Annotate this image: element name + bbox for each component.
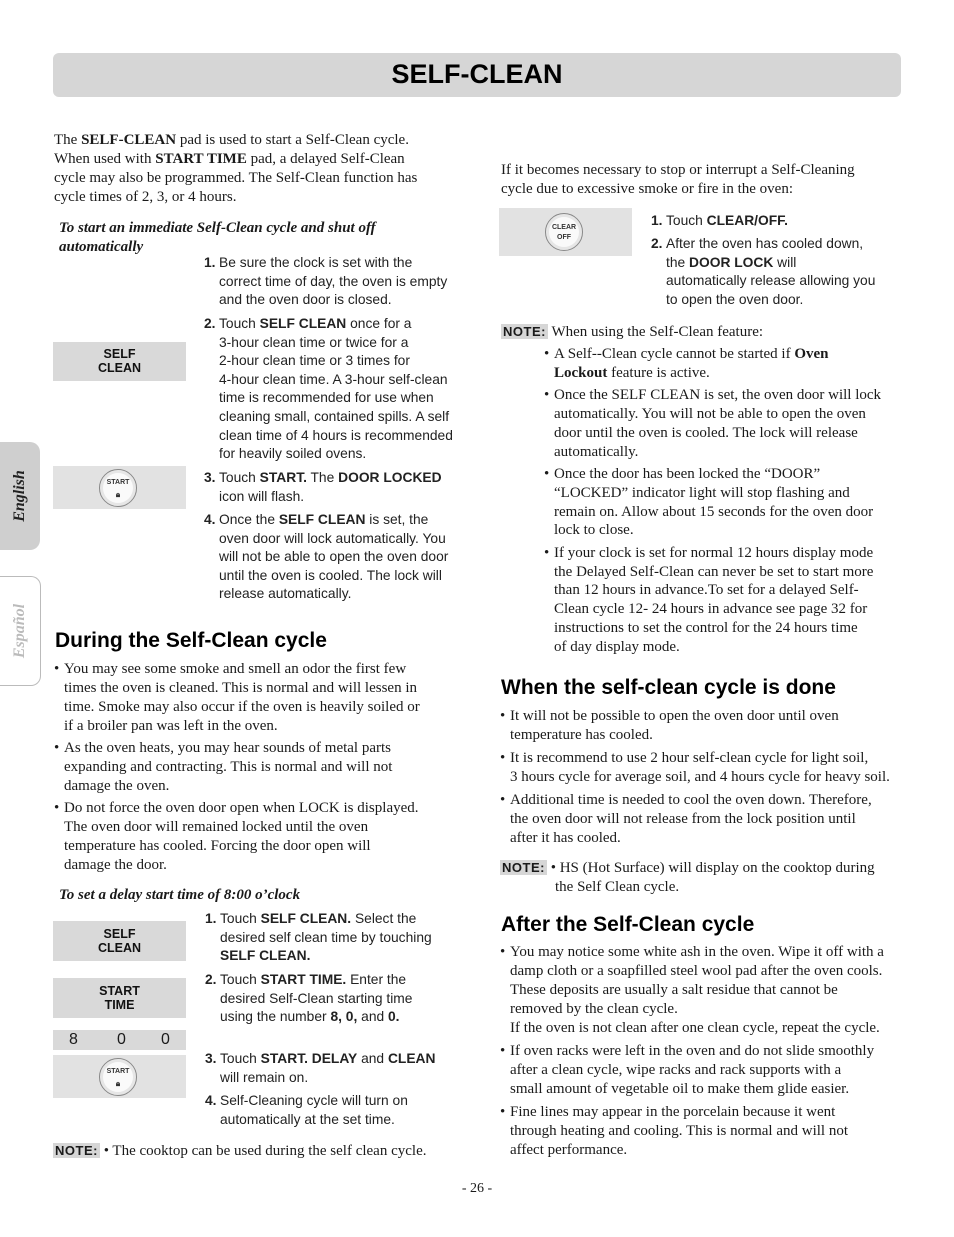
lock-icon: 🔒︎ — [115, 1079, 121, 1088]
list-item: • Once the SELF CLEAN is set, the oven door will lock automatically. You will not be able to open the oven door until the oven is cooled. The lock will release automatically. — [544, 386, 906, 461]
list-item: • A Self--Clean cycle cannot be started if Oven Lockout feature is active. — [544, 345, 906, 382]
digit-key[interactable]: 8 — [69, 1031, 78, 1048]
list-item: • Fine lines may appear in the porcelain because it went through heating and cooling. This is normal and will not affect performance. — [500, 1103, 910, 1160]
page-title: SELF-CLEAN — [391, 59, 563, 89]
title-bar — [53, 53, 901, 97]
tab-english-label: English — [11, 470, 28, 522]
list-item: • As the oven heats, you may hear sounds of metal parts expanding and contracting. This is normal and will not damage the oven. — [54, 739, 454, 796]
list-item: • You may see some smoke and smell an odor the first few times the oven is cleaned. This is normal and will lessen in time. Smoke may also occur if the oven is heavily soiled or if a broiler pan was left in the oven. — [54, 660, 454, 736]
list-item: • If oven racks were left in the oven and do not slide smoothly after a clean cycle, wipe racks and rack supports with a small amount of vegetable oil to make them glide easier. — [500, 1042, 910, 1099]
note-label: NOTE: — [502, 860, 545, 875]
list-item: • Additional time is needed to cool the oven down. Therefore, the oven door will not release from the lock position until after it has cooled. — [500, 791, 910, 848]
stop-intro: If it becomes necessary to stop or interrupt a Self-Cleaning cycle due to excessive smoke or fire in the oven: — [501, 162, 855, 197]
note-label: NOTE: — [55, 1143, 98, 1158]
intro-paragraph: The SELF-CLEAN pad is used to start a Self-Clean cycle. When used with START TIME pad, a delayed Self-Clean cycle may also be programmed. The Self-Clean function has cycle times of 2, 3, or 4 hours. — [54, 132, 418, 205]
list-item: • It will not be possible to open the oven door until oven temperature has cooled. — [500, 707, 910, 745]
self-clean-pad[interactable]: SELF CLEAN — [53, 342, 186, 381]
list-item: • Once the door has been locked the “DOOR” “LOCKED” indicator light will stop flashing and remain on. Allow about 15 seconds for the oven door lock to close. — [544, 465, 906, 540]
stop-step-2: 2. After the oven has cooled down, the DOOR LOCK will automatically release allowing you to open the oven door. — [651, 236, 876, 307]
done-heading: When the self-clean cycle is done — [501, 676, 836, 699]
list-item: • Do not force the oven door open when LOCK is displayed. The oven door will remained locked until the oven temperature has cooled. Forcing the door open will damage the door. — [54, 799, 454, 875]
stop-step-1: 1. Touch CLEAR/OFF. — [651, 213, 788, 228]
delay-step-2: 2. Touch START TIME. Enter the desired Self-Clean starting time using the number 8, 0, and 0. — [205, 972, 413, 1025]
start-button[interactable]: START 🔒︎ — [99, 469, 137, 507]
note-label: NOTE: — [503, 324, 546, 339]
tab-espanol-label: Español — [11, 603, 28, 659]
immediate-step-3: 3. Touch START. The DOOR LOCKED icon will flash. — [204, 470, 442, 504]
during-heading: During the Self-Clean cycle — [55, 629, 327, 652]
cooktop-note: NOTE: • The cooktop can be used during the self clean cycle. — [55, 1143, 427, 1159]
clear-off-pad[interactable] — [499, 208, 632, 256]
number-keys — [53, 1030, 186, 1050]
start-button[interactable]: START 🔒︎ — [99, 1058, 137, 1096]
self-clean-note-bullets — [544, 345, 906, 660]
immediate-step-1: 1. Be sure the clock is set with the correct time of day, the oven is empty and the oven door is closed. — [204, 255, 448, 308]
list-item: • You may notice some white ash in the oven. Wipe it off with a damp cloth or a soapfilled steel wool pad after the oven cools. These deposits are usually a salt residue that cannot be removed by the clean cycle. If the oven is not clean after one clean cycle, repeat the cycle. — [500, 943, 910, 1038]
self-clean-note: NOTE: When using the Self-Clean feature: — [503, 324, 764, 340]
list-item: • It is recommend to use 2 hour self-clean cycle for light soil, 3 hours cycle for average soil, and 4 hours cycle for heavy soil. — [500, 749, 910, 787]
digit-key[interactable]: 0 — [117, 1031, 126, 1048]
immediate-heading: To start an immediate Self-Clean cycle and shut off automatically — [59, 220, 376, 255]
start-pad-delay[interactable] — [53, 1055, 186, 1098]
tab-english[interactable] — [0, 442, 40, 550]
page-number: - 26 - — [461, 1181, 493, 1196]
lock-icon: 🔒︎ — [115, 490, 121, 499]
delay-step-4: 4. Self-Cleaning cycle will turn on automatically at the set time. — [205, 1093, 408, 1127]
clear-off-button[interactable]: CLEAR OFF — [545, 213, 583, 251]
immediate-step-2: 2. Touch SELF CLEAN once for a 3-hour clean time or twice for a 2-hour clean time or 3 times for 4-hour clean time. A 3-hour self-clean time is recommended for use when cleaning small, contained spills. A self clean time of 4 hours is recommended for heavily soiled ovens. — [204, 316, 453, 462]
after-heading: After the Self-Clean cycle — [501, 913, 755, 936]
delay-step-3: 3. Touch START. DELAY and CLEAN will remain on. — [205, 1051, 436, 1085]
after-bullets — [500, 943, 910, 1160]
hot-surface-note: NOTE: • HS (Hot Surface) will display on the cooktop during the Self Clean cycle. — [502, 860, 875, 895]
tab-espanol[interactable] — [0, 576, 41, 686]
during-bullets — [54, 660, 454, 875]
digit-key[interactable]: 0 — [161, 1031, 170, 1048]
start-time-pad[interactable]: START TIME — [53, 978, 186, 1018]
delay-step-1: 1. Touch SELF CLEAN. Select the desired self clean time by touching SELF CLEAN. — [205, 911, 432, 964]
start-pad[interactable] — [53, 466, 186, 509]
delay-heading: To set a delay start time of 8:00 o’clock — [59, 887, 301, 903]
immediate-step-4: 4. Once the SELF CLEAN is set, the oven door will lock automatically. You will not be able to open the oven door until the oven is cooled. The lock will release automatically. — [204, 512, 449, 602]
self-clean-pad-delay[interactable]: SELF CLEAN — [53, 921, 186, 961]
done-bullets — [500, 707, 910, 848]
list-item: • If your clock is set for normal 12 hours display mode the Delayed Self-Clean can never be set to start more than 12 hours in advance.To set for a delayed Self- Clean cycle 12- 24 hours in advance see page 32 for instructions to set the control for the 24 hours time of day display mode. — [544, 544, 906, 656]
